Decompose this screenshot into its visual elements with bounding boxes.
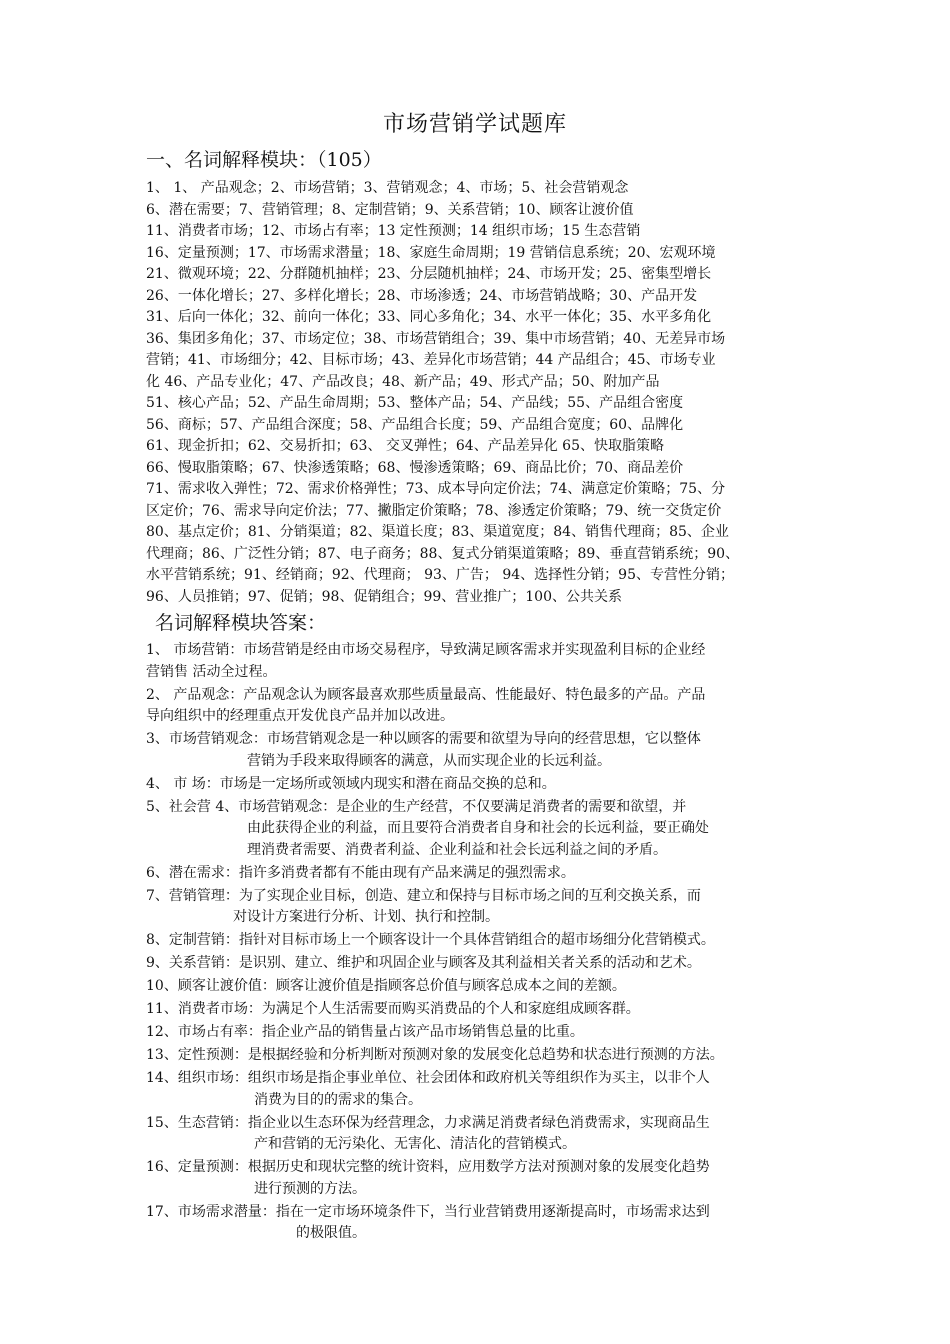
answer-continuation-line: 营销为手段来取得顾客的满意，从而实现企业的长远利益。 (247, 752, 611, 769)
terms-line: 16、定量预测；17、市场需求潜量；18、家庭生命周期；19 营销信息系统；20、宏观环境 (146, 244, 716, 261)
terms-line: 56、商标；57、产品组合深度；58、产品组合长度；59、产品组合宽度；60、品牌化 (146, 416, 684, 433)
section-heading-terms: 一、名词解释模块：（105） (146, 149, 382, 171)
terms-line: 80、基点定价；81、分销渠道；82、渠道长度；83、渠道宽度；84、销售代理商；85、企业 (146, 524, 729, 540)
answer-first-line: 6、潜在需求：指许多消费者都有不能由现有产品来满足的强烈需求。 (146, 864, 575, 881)
answer-first-line: 13、定性预测：是根据经验和分析判断对预测对象的发展变化总趋势和状态进行预测的方法。 (146, 1047, 724, 1063)
answer-first-line: 16、定量预测：根据历史和现状完整的统计资料，应用数学方法对预测对象的发展变化趋势 (146, 1159, 710, 1175)
terms-line: 区定价；76、需求导向定价法；77、撇脂定价策略；78、渗透定价策略；79、统一交货定价 (146, 502, 722, 519)
answer-first-line: 9、关系营销：是识别、建立、维护和巩固企业与顾客及其利益相关者关系的活动和艺术。 (146, 955, 701, 971)
answer-first-line: 15、生态营销：指企业以生态环保为经营理念，力求满足消费者绿色消费需求，实现商品生 (146, 1114, 710, 1131)
answer-first-line: 17、市场需求潜量：指在一定市场环境条件下，当行业营销费用逐渐提高时，市场需求达到 (146, 1203, 710, 1220)
answer-first-line: 11、消费者市场：为满足个人生活需要而购买消费品的个人和家庭组成顾客群。 (146, 1001, 640, 1017)
terms-line: 营销；41、市场细分；42、目标市场；43、差异化市场营销；44 产品组合；45、市场专业 (146, 352, 716, 368)
answers-list (146, 640, 814, 1246)
answer-first-line: 3、市场营销观念：市场营销观念是一种以顾客的需要和欲望为导向的经营思想，它以整体 (146, 731, 701, 747)
answer-first-line: 1、 市场营销：市场营销是经由市场交易程序，导致满足顾客需求并实现盈利目标的企业经 (146, 642, 706, 658)
terms-line: 71、需求收入弹性；72、需求价格弹性；73、成本导向定价法；74、满意定价策略；75、分 (146, 481, 726, 497)
answer-first-line: 10、顾客让渡价值：顾客让渡价值是指顾客总价值与顾客总成本之间的差额。 (146, 978, 626, 994)
terms-line: 11、消费者市场；12、市场占有率；13 定性预测；14 组织市场；15 生态营销 (146, 223, 641, 239)
answer-item (146, 797, 814, 863)
answer-first-line: 4、 市 场：市场是一定场所或领域内现实和潜在商品交换的总和。 (146, 775, 556, 792)
answer-continuation-line: 理消费者需要、消费者利益、企业利益和社会长远利益之间的矛盾。 (247, 841, 667, 858)
answer-continuation-line: 由此获得企业的利益，而且要符合消费者自身和社会的长远利益，要正确处 (247, 820, 709, 836)
answer-continuation-line: 导向组织中的经理重点开发优良产品并加以改进。 (146, 708, 454, 724)
answer-first-line: 7、营销管理：为了实现企业目标，创造、建立和保持与目标市场之间的互利交换关系，而 (146, 887, 701, 904)
answer-item (146, 1022, 814, 1045)
answer-first-line: 2、 产品观念：产品观念认为顾客最喜欢那些质量最高、性能最好、特色最多的产品。产品 (146, 686, 706, 703)
terms-line: 6、潜在需要；7、营销管理；8、定制营销；9、关系营销；10、顾客让渡价值 (146, 201, 634, 218)
answer-item (146, 999, 814, 1022)
terms-line: 96、人员推销；97、促销；98、促销组合；99、营业推广；100、公共关系 (146, 588, 622, 605)
answer-item (146, 976, 814, 999)
answer-item (146, 863, 814, 886)
answer-continuation-line: 进行预测的方法。 (254, 1180, 366, 1197)
terms-line: 26、一体化增长；27、多样化增长；28、市场渗透；24、市场营销战略；30、产品开发 (146, 287, 698, 304)
answer-continuation-line: 消费为目的的需求的集合。 (254, 1091, 422, 1108)
answer-item (146, 1068, 814, 1113)
answer-item (146, 930, 814, 953)
terms-line: 36、集团多角化；37、市场定位；38、市场营销组合；39、集中市场营销；40、无差异市场 (146, 330, 726, 347)
terms-line: 61、现金折扣；62、交易折扣；63、 交叉弹性；64、产品差异化 65、快取脂策略 (146, 438, 664, 454)
answer-continuation-line: 产和营销的无污染化、无害化、清洁化的营销模式。 (254, 1136, 576, 1152)
terms-line: 1、 1、 产品观念；2、市场营销；3、营销观念；4、市场；5、社会营销观念 (146, 180, 629, 196)
answer-first-line: 5、社会营 4、市场营销观念：是企业的生产经营，不仅要满足消费者的需要和欲望，并 (146, 798, 687, 815)
answer-item (146, 685, 814, 730)
terms-line: 水平营销系统；91、经销商；92、代理商； 93、广告； 94、选择性分销；95、专营性分销； (146, 567, 734, 583)
answer-continuation-line: 的极限值。 (296, 1225, 366, 1241)
answer-first-line: 8、定制营销：指针对目标市场上一个顾客设计一个具体营销组合的超市场细分化营销模式。 (146, 932, 715, 948)
answer-first-line: 14、组织市场：组织市场是指企事业单位、社会团体和政府机关等组织作为买主，以非个人 (146, 1070, 710, 1086)
answer-item (146, 1202, 814, 1247)
section-heading-answers: 名词解释模块答案： (155, 612, 327, 634)
terms-line: 66、慢取脂策略；67、快渗透策略；68、慢渗透策略；69、商品比价；70、商品差价 (146, 459, 684, 476)
page-title: 市场营销学试题库 (382, 112, 567, 137)
answer-item (146, 729, 814, 774)
answer-continuation-line: 对设计方案进行分析、计划、执行和控制。 (233, 909, 499, 925)
answer-item (146, 774, 814, 797)
terms-line: 21、微观环境；22、分群随机抽样；23、分层随机抽样；24、市场开发；25、密集型增长 (146, 266, 712, 282)
answer-item (146, 1113, 814, 1158)
answer-continuation-line: 营销售 活动全过程。 (146, 663, 277, 680)
answer-item (146, 953, 814, 976)
answer-item (146, 1157, 814, 1202)
terms-line: 51、核心产品；52、产品生命周期；53、整体产品；54、产品线；55、产品组合密度 (146, 395, 684, 411)
terms-line: 化 46、产品专业化；47、产品改良；48、新产品；49、形式产品；50、附加产品 (146, 373, 660, 390)
terms-line: 31、后向一体化；32、前向一体化；33、同心多角化；34、水平一体化；35、水平多角化 (146, 309, 712, 325)
answer-item (146, 640, 814, 685)
terms-line: 代理商；86、广泛性分销；87、电子商务；88、复式分销渠道策略；89、垂直营销系统；90、 (146, 545, 740, 562)
answer-item (146, 886, 814, 931)
answer-first-line: 12、市场占有率：指企业产品的销售量占该产品市场销售总量的比重。 (146, 1024, 584, 1040)
answer-item (146, 1045, 814, 1068)
terms-list (146, 178, 814, 608)
